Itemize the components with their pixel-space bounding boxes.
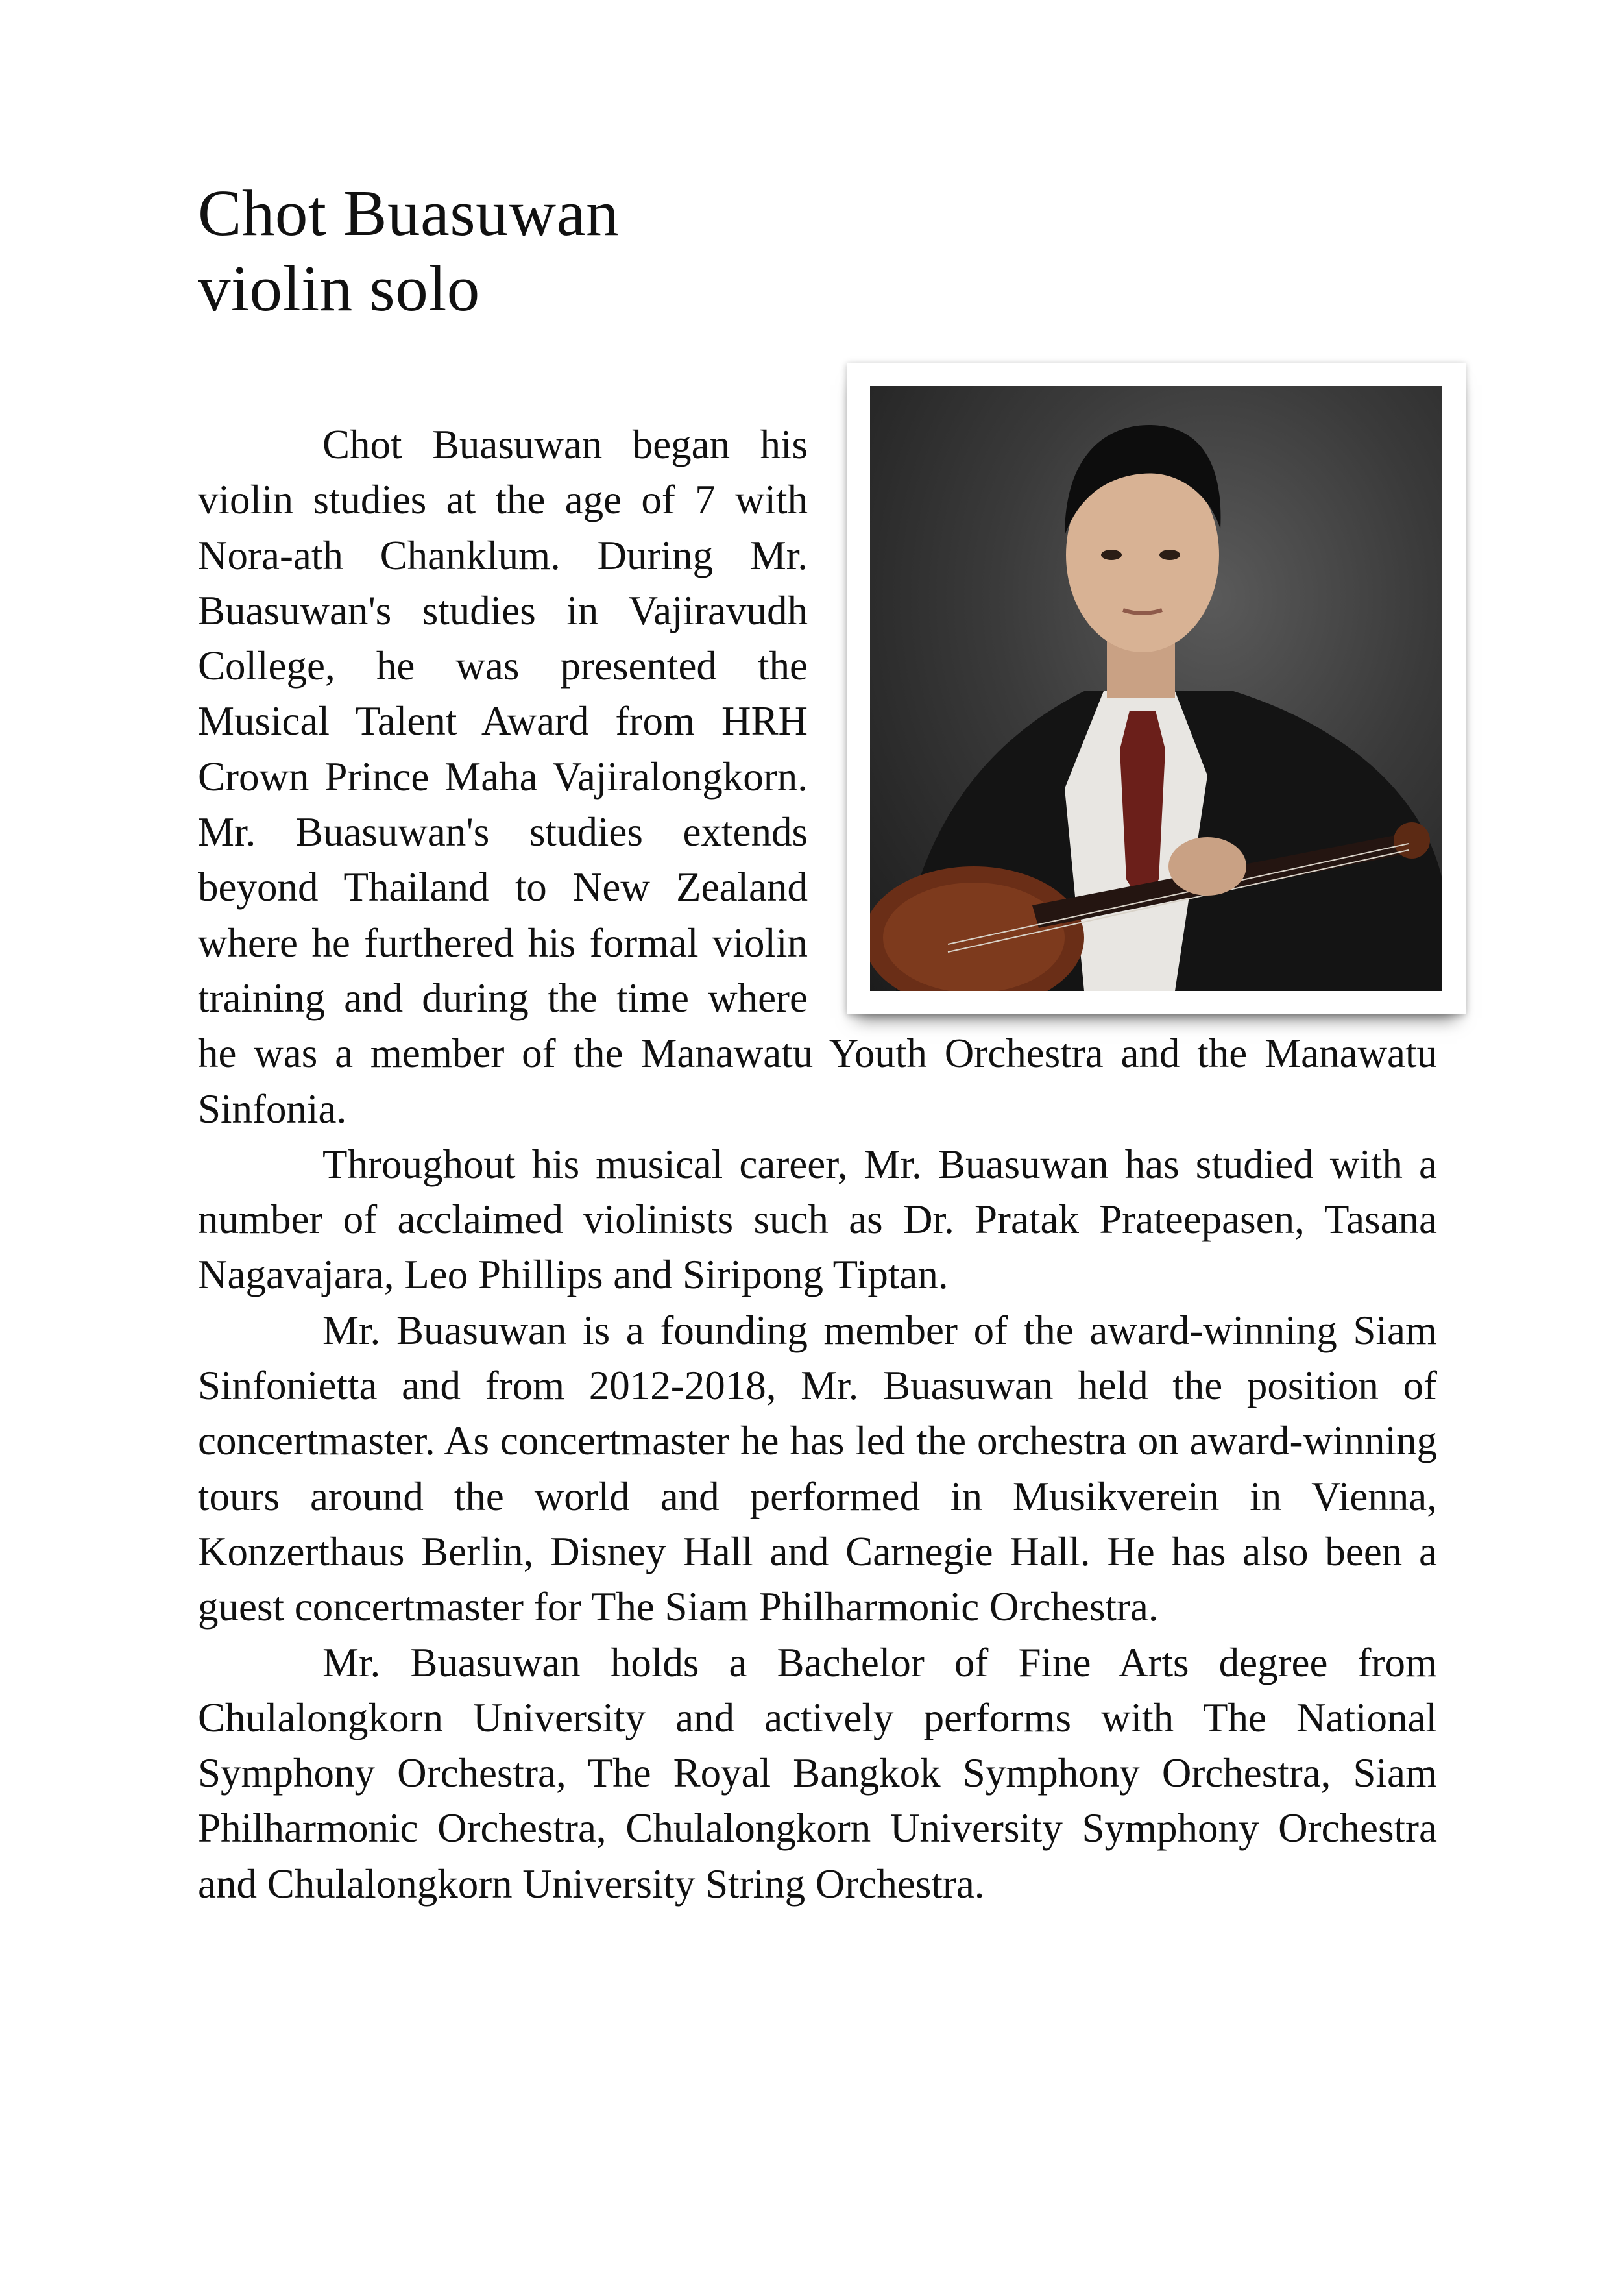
bio-paragraph: Chot Buasuwan began his violin studies at the age of 7 with Nora-ath Chanklum. During Mr. Buasuwan's studies in Vajiravudh College, he was presented the Musical Talent Award from HRH Crown Prince Maha Vajiralongkorn. Mr. Buasuwan's studies extends beyond Thailand to New Zealand where he furthered his formal violin training and during the time where he was a member of the Manawatu Youth Orchestra and the Manawatu Sinfonia. (198, 422, 1437, 1132)
portrait-photo-icon (870, 386, 1442, 991)
bio-paragraph: Throughout his musical career, Mr. Buasuwan has studied with a number of acclaimed violinists such as Dr. Pratak Prateepasen, Tasana Nagavajara, Leo Phillips and Siripong Tiptan. (198, 1141, 1437, 1298)
performer-role: violin solo (198, 252, 480, 324)
page-title (198, 175, 1437, 326)
performer-name: Chot Buasuwan (198, 177, 619, 249)
bio-paragraph: Mr. Buasuwan is a founding member of the award-winning Siam Sinfonietta and from 2012-2018, Mr. Buasuwan held the position of concertmaster. As concertmaster he has led the orchestra on award-winning tours around the world and performed in Musikverein in Vienna, Konzerthaus Berlin, Disney Hall and Carnegie Hall. He has also been a guest concertmaster for The Siam Philharmonic Orchestra. (198, 1307, 1437, 1630)
portrait-frame (847, 363, 1466, 1014)
document-page (198, 175, 1437, 1912)
bio-paragraph: Mr. Buasuwan holds a Bachelor of Fine Arts degree from Chulalongkorn University and actively performs with The National Symphony Orchestra, The Royal Bangkok Symphony Orchestra, Siam Philharmonic Orchestra, Chulalongkorn University Symphony Orchestra and Chulalongkorn University String Orchestra. (198, 1639, 1437, 1907)
photo-card (847, 363, 1466, 1014)
biography (198, 417, 1437, 1912)
